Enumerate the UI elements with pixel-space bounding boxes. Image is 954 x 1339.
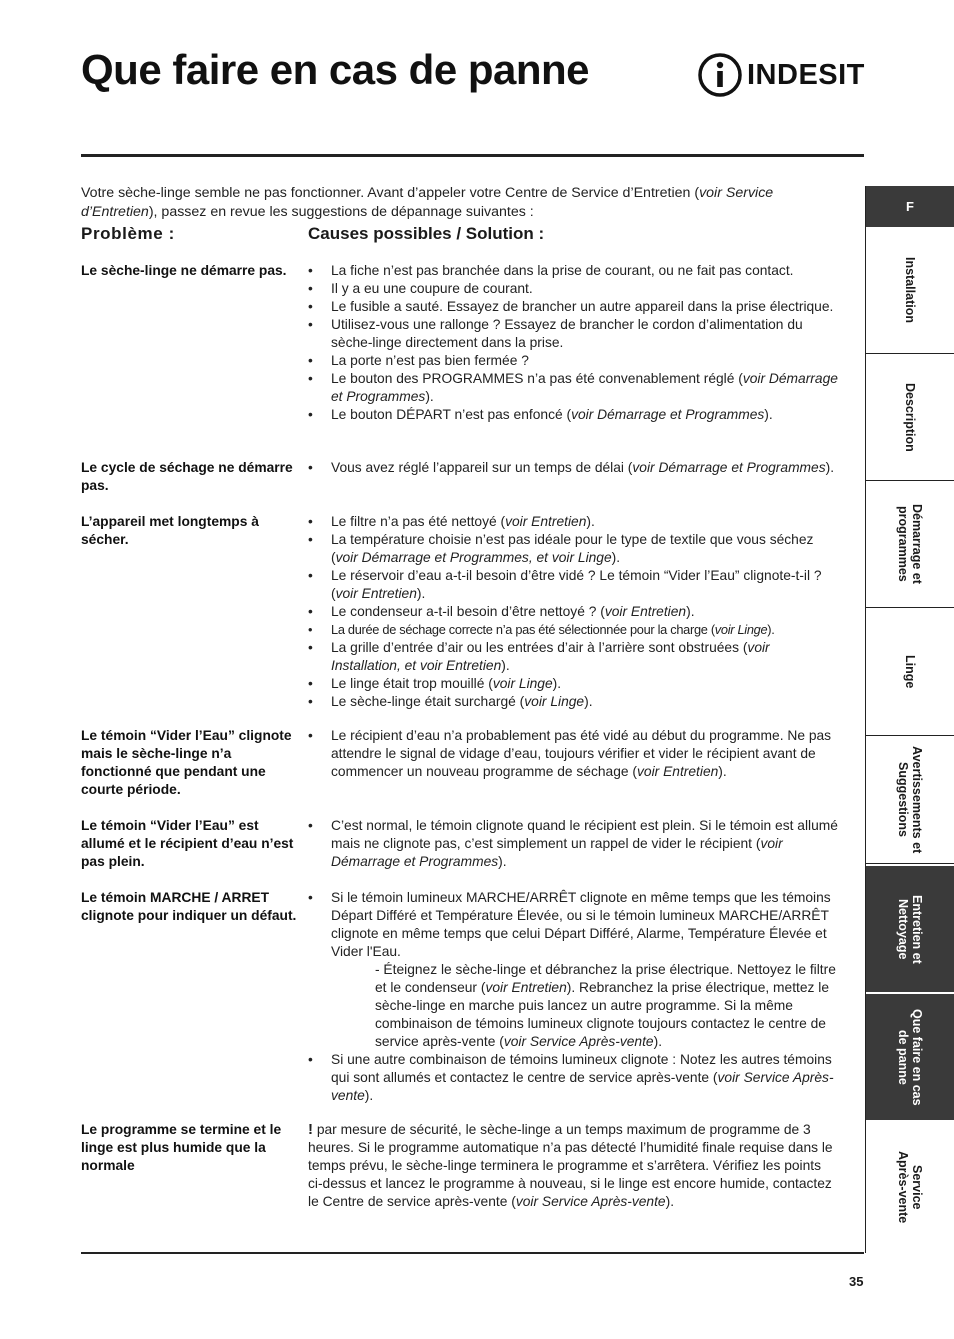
cause-item: • La porte n’est pas bien fermée ? <box>308 352 838 370</box>
problem-label: Le témoin “Vider l’Eau” clignote mais le sèche-linge n’a fonctionné que pendant une courte période. <box>81 728 292 797</box>
cause-item: • La fiche n’est pas branchée dans la prise de courant, ou ne fait pas contact. <box>308 262 838 280</box>
sidebar-tab-demarrage[interactable]: Démarrage et programmes <box>866 481 954 608</box>
warning-icon: ! <box>308 1121 313 1138</box>
problem-label: Le témoin MARCHE / ARRET clignote pour indiquer un défaut. <box>81 890 297 923</box>
sidebar-tab-service[interactable]: Service Après-vente <box>896 1151 924 1224</box>
problem-label: L’appareil met longtemps à sécher. <box>81 514 259 547</box>
page-title: Que faire en cas de panne <box>81 46 590 93</box>
problem-label: Le témoin “Vider l’Eau” est allumé et le récipient d’eau n’est pas plein. <box>81 818 294 869</box>
cause-item: • Le condenseur a-t-il besoin d’être nettoyé ? (voir Entretien). <box>308 603 838 621</box>
sidebar-tab-entretien[interactable]: Entretien et Nettoyage <box>866 866 954 993</box>
cause-item: • Le bouton des PROGRAMMES n’a pas été convenablement réglé (voir Démarrage et Programmes). <box>308 370 838 406</box>
causes-list <box>308 262 838 424</box>
page-number: 35 <box>849 1274 864 1289</box>
intro-paragraph: Votre sèche-linge semble ne pas fonctionner. Avant d’appeler votre Centre de Service d’Entretien (voir Service d’Entretien), passez en revue les suggestions de dépannage suivantes : <box>81 185 774 220</box>
cause-item: • Le linge était trop mouillé (voir Linge). <box>308 675 838 693</box>
causes-list <box>308 727 838 781</box>
cause-item: • C’est normal, le témoin clignote quand le récipient est plein. Si le témoin est allumé mais ne clignote pas, c’est simplement un rappel de vider le récipient (voir Démarrage et Programmes). <box>308 817 838 871</box>
cause-item: • Le filtre n’a pas été nettoyé (voir Entretien). <box>308 513 838 531</box>
problem-label: Le sèche-linge ne démarre pas. <box>81 263 287 278</box>
causes-paragraph: ! par mesure de sécurité, le sèche-linge a un temps maximum de programme de 3 heures. Si le programme automatique n’a pas détecté l’humidité finale requise dans le temps prévu, le sèche-linge terminera le programme et s’arrêtera. Vérifiez les points ci-dessus et lancez le programme à nouveau, si le linge est encore humide, contactez le Centre de service après-vente (voir Service Après-vente). <box>308 1121 833 1209</box>
brand-wordmark: INDESIT <box>747 58 865 91</box>
cause-item: • Vous avez réglé l’appareil sur un temps de délai (voir Démarrage et Programmes). <box>308 459 838 477</box>
problem-label: Le programme se termine et le linge est plus humide que la normale <box>81 1122 282 1173</box>
cause-item: • Le fusible a sauté. Essayez de brancher un autre appareil dans la prise électrique. <box>308 298 838 316</box>
cause-item: • La durée de séchage correcte n’a pas été sélectionnée pour la charge (voir Linge). <box>308 621 838 639</box>
cause-item: • Utilisez-vous une rallonge ? Essayez de brancher le cordon d’alimentation du sèche-linge directement dans la prise. <box>308 316 838 352</box>
causes-column-header: Causes possibles / Solution : <box>308 224 545 243</box>
cause-item: • Le réservoir d’eau a-t-il besoin d’être vidé ? Le témoin “Vider l’Eau” clignote-t-il ? (voir Entretien). <box>308 567 838 603</box>
footer-divider <box>81 1252 864 1254</box>
causes-list <box>308 889 838 1105</box>
indesit-logo-icon <box>697 52 743 98</box>
header-divider <box>81 154 864 157</box>
cause-item: • Le récipient d’eau n’a probablement pas été vidé au début du programme. Ne pas attendre le signal de vidage d’eau, toujours vérifier et vider le récipient avant de commencer un nouveau programme de séchage (voir Entretien). <box>308 727 838 781</box>
sidebar-tab-linge[interactable]: Linge <box>866 609 954 736</box>
sidebar-tab-description[interactable]: Description <box>866 354 954 481</box>
cause-item: • Il y a eu une coupure de courant. <box>308 280 838 298</box>
sidebar-tab-installation[interactable]: Installation <box>866 227 954 354</box>
brand-logo <box>697 52 865 98</box>
causes-list <box>308 459 838 477</box>
cause-item: • La grille d’entrée d’air ou les entrées d’air à l’arrière sont obstruées (voir Installation, et voir Entretien). <box>308 639 838 675</box>
sidebar-tab-que-faire[interactable]: Que faire en cas de panne <box>866 994 954 1121</box>
cause-item: • Si le témoin lumineux MARCHE/ARRÊT clignote en même temps que les témoins Départ Différé et Température Élevée, ou si le témoin lumineux MARCHE/ARRÊT clignote en même temps que celui Départ Différé, Alarme, Température Élevée et Vider l'Eau. - Éteignez le sèche-linge et débranchez la prise électrique. Nettoyez le filtre et le condenseur (voir Entretien). Rebranchez la prise électrique, mettez le sèche-linge en marche puis lancez un autre programme. Si la même combinaison de témoins lumineux clignote toujours contactez le centre de service après-vente (voir Service Après-vente). <box>308 889 838 1051</box>
language-tab: F <box>866 186 954 227</box>
problem-label: Le cycle de séchage ne démarre pas. <box>81 460 293 493</box>
cause-subitem: - Éteignez le sèche-linge et débranchez la prise électrique. Nettoyez le filtre et le condenseur (voir Entretien). Rebranchez la prise électrique, mettez le sèche-linge en marche puis lancez un autre programme. Si la même combinaison de témoins lumineux clignote toujours contactez le centre de service après-vente (voir Service Après-vente). <box>375 962 836 1049</box>
cause-item: • Si une autre combinaison de témoins lumineux clignote : Notez les autres témoins qui sont allumés et contactez le centre de service après-vente (voir Service Après-vente). <box>308 1051 838 1105</box>
causes-list <box>308 513 838 711</box>
cause-item: • La température choisie n’est pas idéale pour le type de textile que vous séchez (voir Démarrage et Programmes, et voir Linge). <box>308 531 838 567</box>
sidebar-tab-avertissements[interactable]: Avertissements et Suggestions <box>866 737 954 864</box>
cause-item: • Le bouton DÉPART n’est pas enfoncé (voir Démarrage et Programmes). <box>308 406 838 424</box>
cause-item: • Le sèche-linge était surchargé (voir Linge). <box>308 693 838 711</box>
causes-list <box>308 817 838 871</box>
problem-column-header: Problème : <box>81 224 175 243</box>
